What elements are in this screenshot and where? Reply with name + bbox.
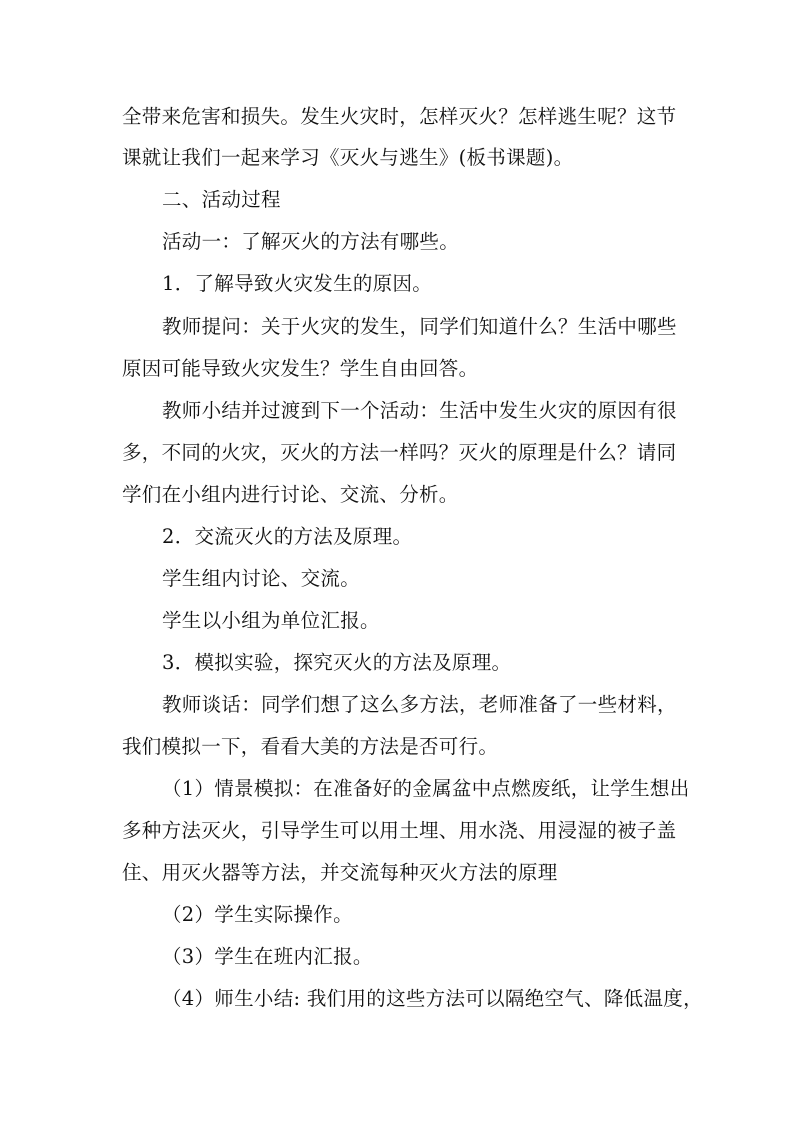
section-heading: 二、活动过程	[162, 188, 281, 211]
text-line: （1）情景模拟：在准备好的金属盆中点燃废纸，让学生想出	[162, 777, 690, 800]
text-line: （3）学生在班内汇报。	[162, 945, 373, 968]
text-line: 教师提问：关于火灾的发生，同学们知道什么？生活中哪些	[162, 315, 677, 338]
activity-heading: 活动一：了解灭火的方法有哪些。	[162, 230, 460, 253]
step-heading: 3．模拟实验，探究灭火的方法及原理。	[162, 651, 512, 674]
text-line: 全带来危害和损失。发生火灾时，怎样灭火？怎样逃生呢？这节	[122, 105, 677, 128]
step-heading: 1．了解导致火灾发生的原因。	[162, 272, 433, 295]
text-line: 原因可能导致火灾发生？学生自由回答。	[122, 357, 479, 380]
text-line: 多，不同的火灾，灭火的方法一样吗？灭火的原理是什么？请同	[122, 441, 677, 464]
text-line: （4）师生小结: 我们用的这些方法可以隔绝空气、降低温度，	[162, 987, 703, 1010]
text-line: 学生以小组为单位汇报。	[162, 609, 380, 632]
text-line: （2）学生实际操作。	[162, 903, 353, 926]
text-line: 教师谈话：同学们想了这么多方法，老师准备了一些材料，	[162, 693, 677, 716]
text-line: 多种方法灭火，引导学生可以用土埋、用水浇、用浸湿的被子盖	[122, 819, 677, 842]
text-line: 教师小结并过渡到下一个活动：生活中发生火灾的原因有很	[162, 399, 677, 422]
text-line: 学生组内讨论、交流。	[162, 567, 361, 590]
text-line: 课就让我们一起来学习《灭火与逃生》(板书课题)。	[122, 146, 574, 169]
step-heading: 2．交流灭火的方法及原理。	[162, 525, 413, 548]
text-line: 我们模拟一下，看看大美的方法是否可行。	[122, 735, 499, 758]
text-line: 学们在小组内进行讨论、交流、分析。	[122, 483, 459, 506]
text-line: 住、用灭火器等方法，并交流每种灭火方法的原理	[122, 861, 558, 884]
